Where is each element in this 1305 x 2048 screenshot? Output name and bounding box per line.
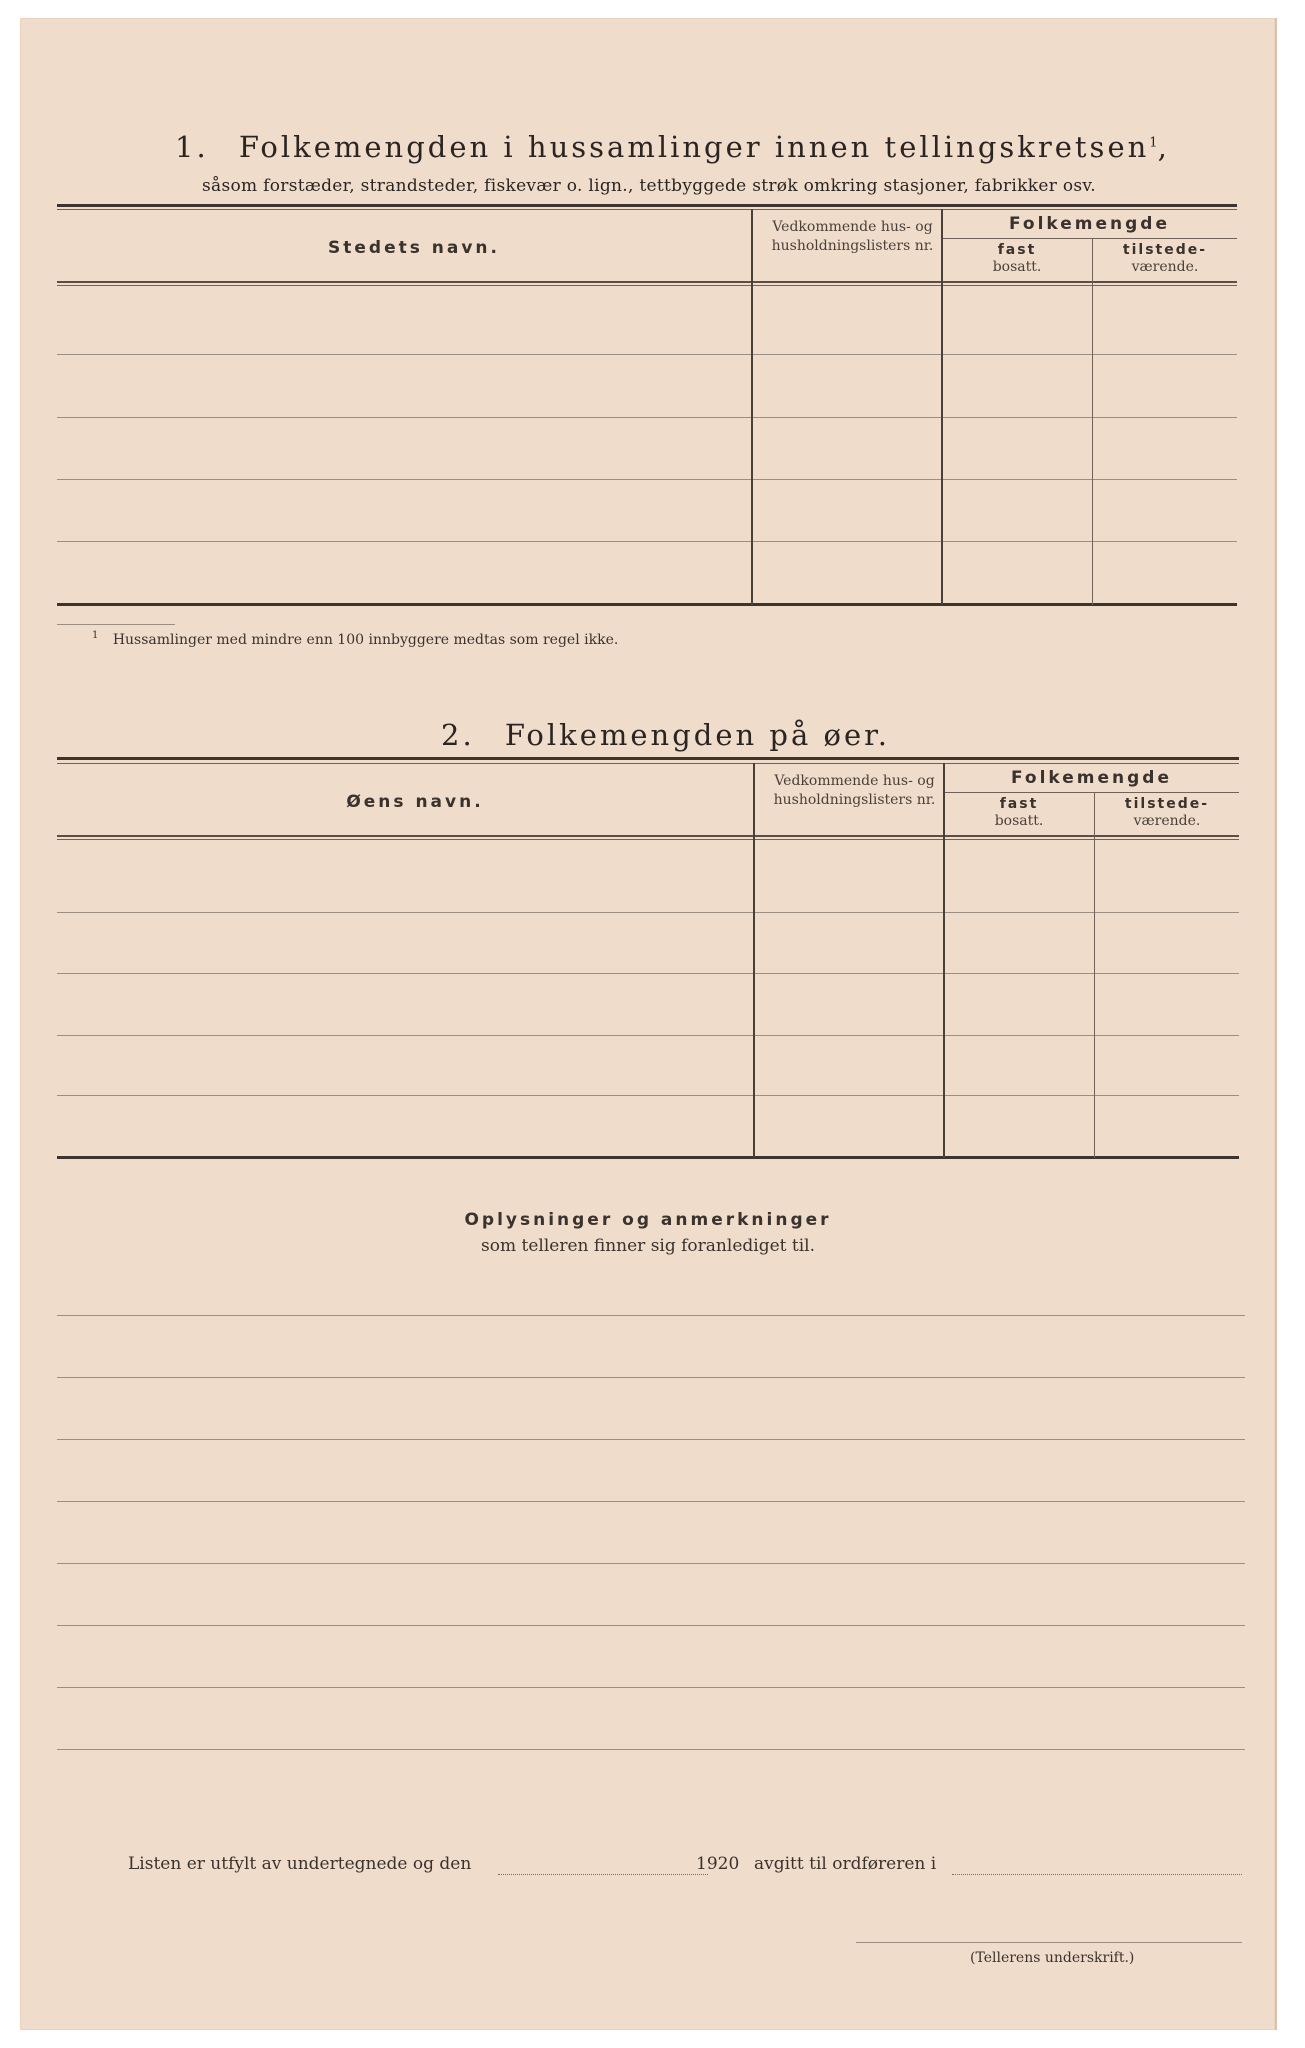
table2-row-line-3 [57,1035,1239,1036]
table2-row-line-4 [57,1095,1239,1096]
table1-row-line-2 [57,417,1237,418]
section1-heading [175,130,1170,164]
table1-col-list-header: Vedkommende hus- og husholdningslisters nr. [771,219,934,254]
section1-subtitle: såsom forstæder, strandsteder, fiskevær o. lign., tettbyggede strøk omkring stasjoner, fabrikker osv. [202,176,1097,196]
table2-row-line-2 [57,973,1239,974]
table2-col-tilstede-line2: værende. [1133,813,1201,829]
teller-signature-caption: (Tellerens underskrift.) [970,1950,1135,1966]
table1-col-tilstede-line2: værende. [1131,259,1199,275]
table2-header-rule-inner [57,839,1239,840]
table1-vline-name [751,209,753,605]
table1-col-tilstede [1093,242,1237,277]
remarks-line-6 [57,1625,1245,1626]
footnote-text: Hussamlinger med mindre enn 100 innbyggere medtas som regel ikke. [112,631,619,648]
remarks-subtitle: som telleren finner sig foranlediget til. [481,1236,815,1256]
table2-col-tilstede [1095,796,1239,831]
section2-number: 2. [441,718,475,752]
table2-vline-population [1094,792,1095,1158]
signature-statement-a: Listen er utfylt av undertegnede og den [128,1854,472,1874]
table1-col-name-header: Stedets navn. [328,238,500,258]
table1-col-tilstede-line1: tilstede- [1122,242,1208,258]
table1-row-line-3 [57,479,1237,480]
footnote-rule [57,624,175,625]
table2-vline-name [753,763,755,1158]
table2-vline-list [943,763,945,1158]
table2-col-name-header: Øens navn. [346,792,484,812]
table1-top-rule [57,204,1237,207]
table1-population-subrule [942,238,1237,239]
table2-col-fast-line2: bosatt. [994,813,1044,829]
table2-col-fast-line1: fast [999,796,1039,812]
signature-year: 1920 [696,1854,740,1874]
table2-top-rule-inner [57,763,1239,764]
table1-row-line-1 [57,354,1237,355]
table2-population-subrule [944,792,1239,793]
table2-col-population-header: Folkemengde [1010,768,1173,788]
table2-col-tilstede-line1: tilstede- [1124,796,1210,812]
signature-mayor-field[interactable] [952,1874,1242,1875]
table1-bottom-rule [57,603,1237,606]
remarks-line-1 [57,1315,1245,1316]
section2-heading [441,718,890,752]
remarks-line-4 [57,1501,1245,1502]
section1-footnote-mark: 1 [1149,135,1158,151]
table2-col-list-header: Vedkommende hus- og husholdningslisters nr. [773,773,936,808]
remarks-title: Oplysninger og anmerkninger [464,1210,832,1230]
teller-signature-line[interactable] [856,1942,1242,1943]
remarks-line-2 [57,1377,1245,1378]
remarks-line-3 [57,1439,1245,1440]
table1-header-rule [57,281,1237,283]
table1-top-rule-inner [57,209,1237,210]
section1-number: 1. [175,130,209,164]
table2-col-fast [944,796,1094,831]
remarks-line-8 [57,1749,1245,1750]
table2-top-rule [57,757,1239,760]
signature-statement-b: avgitt til ordføreren i [754,1854,937,1874]
section1-title: Folkemengden i hussamlinger innen tellingskretsen [238,130,1150,164]
table2-row-line-1 [57,912,1239,913]
table2-header-rule [57,835,1239,837]
table1-header-rule-inner [57,285,1237,286]
footnote-mark: 1 [92,630,99,641]
table1-col-fast-line1: fast [997,242,1037,258]
table1-col-population-header: Folkemengde [1008,214,1171,234]
table1-vline-population [1092,238,1093,605]
signature-date-field[interactable] [498,1874,708,1875]
table2-bottom-rule [57,1156,1239,1159]
section1-title-comma: , [1157,130,1170,164]
table1-row-line-4 [57,541,1237,542]
census-form-sheet [20,18,1277,2030]
remarks-line-7 [57,1687,1245,1688]
table1-col-fast [942,242,1092,277]
table1-col-fast-line2: bosatt. [992,259,1042,275]
section2-title: Folkemengden på øer. [504,718,891,752]
footnote [92,630,618,648]
remarks-line-5 [57,1563,1245,1564]
table1-vline-list [941,209,943,605]
